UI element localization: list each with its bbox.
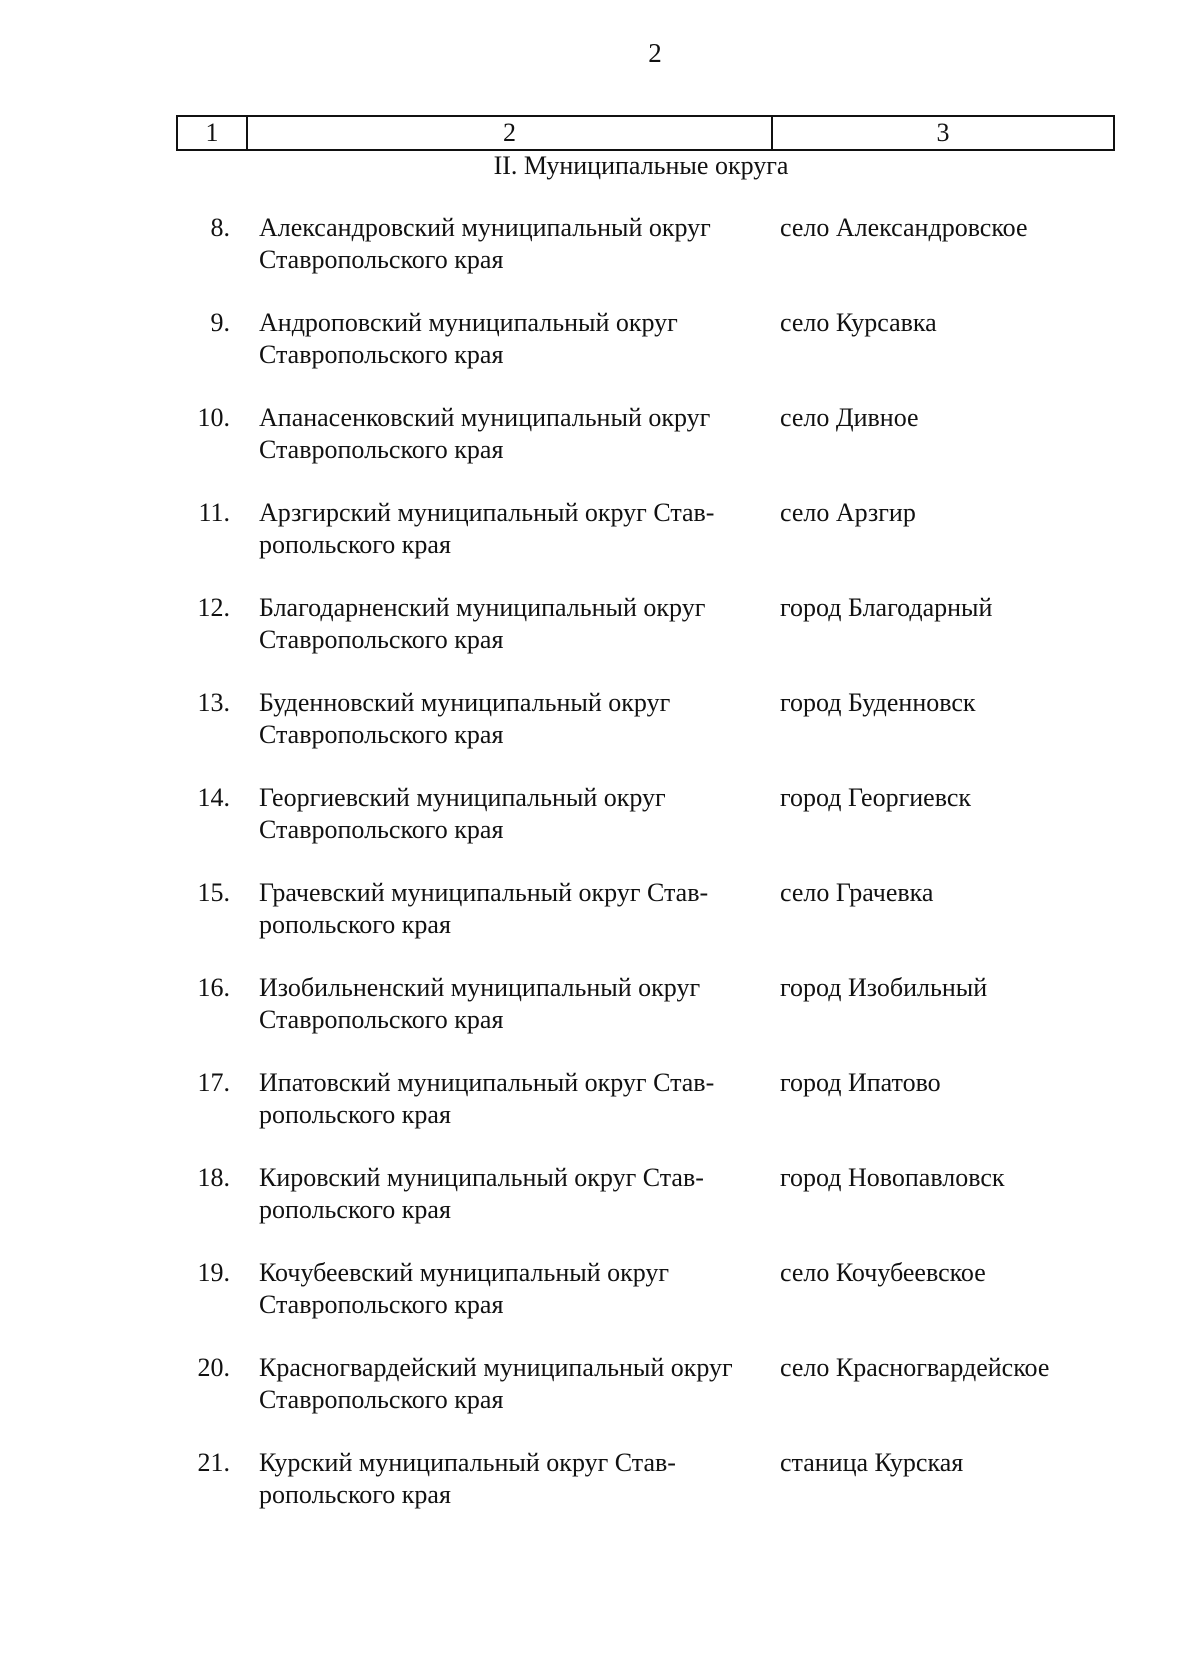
table-row — [0, 592, 1200, 662]
table-row — [0, 687, 1200, 757]
district-name: Красногвардейский муниципальный округ Ставропольского края — [259, 1353, 733, 1414]
row-number: 14. — [197, 783, 230, 812]
row-number: 19. — [197, 1258, 230, 1287]
table-row — [0, 972, 1200, 1042]
row-number: 18. — [197, 1163, 230, 1192]
table-row — [0, 402, 1200, 472]
district-name: Андроповский муниципальный округ Ставропольского края — [259, 308, 678, 369]
district-name: Арзгирский муниципальный округ Став- ропольского края — [259, 498, 715, 559]
administrative-center: город Изобильный — [780, 973, 988, 1002]
column-header-2: 2 — [248, 117, 773, 149]
district-name: Изобильненский муниципальный округ Ставропольского края — [259, 973, 701, 1034]
row-number: 15. — [197, 878, 230, 907]
table-row — [0, 1352, 1200, 1422]
row-number: 8. — [210, 213, 230, 242]
row-number: 21. — [197, 1448, 230, 1477]
row-number: 16. — [197, 973, 230, 1002]
administrative-center: село Кочубеевское — [780, 1258, 986, 1287]
district-name: Благодарненский муниципальный округ Ставропольского края — [259, 593, 706, 654]
administrative-center: село Курсавка — [780, 308, 937, 337]
administrative-center: город Буденновск — [780, 688, 976, 717]
row-number: 11. — [198, 498, 230, 527]
section-title: II. Муниципальные округа — [493, 151, 789, 180]
column-header-3: 3 — [936, 118, 950, 147]
row-number: 12. — [197, 593, 230, 622]
district-name: Грачевский муниципальный округ Став- ропольского края — [259, 878, 709, 939]
table-row — [0, 497, 1200, 567]
administrative-center: село Грачевка — [780, 878, 934, 907]
administrative-center: город Георгиевск — [780, 783, 972, 812]
administrative-center: станица Курская — [780, 1448, 964, 1477]
district-name: Буденновский муниципальный округ Ставропольского края — [259, 688, 671, 749]
table-row — [0, 212, 1200, 282]
row-number: 20. — [197, 1353, 230, 1382]
administrative-center: село Красногвардейское — [780, 1353, 1050, 1382]
district-name: Кировский муниципальный округ Став- ропольского края — [259, 1163, 704, 1224]
table-row — [0, 1067, 1200, 1137]
row-number: 9. — [210, 308, 230, 337]
administrative-center: город Ипатово — [780, 1068, 941, 1097]
district-name: Ипатовский муниципальный округ Став- ропольского края — [259, 1068, 715, 1129]
row-number: 13. — [197, 688, 230, 717]
table-row — [0, 1257, 1200, 1327]
page-number: 2 — [648, 38, 662, 68]
district-name: Курский муниципальный округ Став- ропольского края — [259, 1448, 676, 1509]
table-row — [0, 1162, 1200, 1232]
row-number: 17. — [197, 1068, 230, 1097]
table-row — [0, 782, 1200, 852]
table-row — [0, 877, 1200, 947]
table-row — [0, 1447, 1200, 1517]
district-name: Георгиевский муниципальный округ Ставропольского края — [259, 783, 666, 844]
district-name: Александровский муниципальный округ Ставропольского края — [259, 213, 711, 274]
administrative-center: село Дивное — [780, 403, 919, 432]
administrative-center: город Благодарный — [780, 593, 993, 622]
district-name: Апанасенковский муниципальный округ Ставропольского края — [259, 403, 711, 464]
administrative-center: село Арзгир — [780, 498, 916, 527]
column-header-1: 1 — [178, 117, 248, 149]
district-name: Кочубеевский муниципальный округ Ставропольского края — [259, 1258, 670, 1319]
row-number: 10. — [197, 403, 230, 432]
administrative-center: город Новопавловск — [780, 1163, 1005, 1192]
table-row — [0, 307, 1200, 377]
column-header-table — [176, 115, 1115, 151]
administrative-center: село Александровское — [780, 213, 1028, 242]
